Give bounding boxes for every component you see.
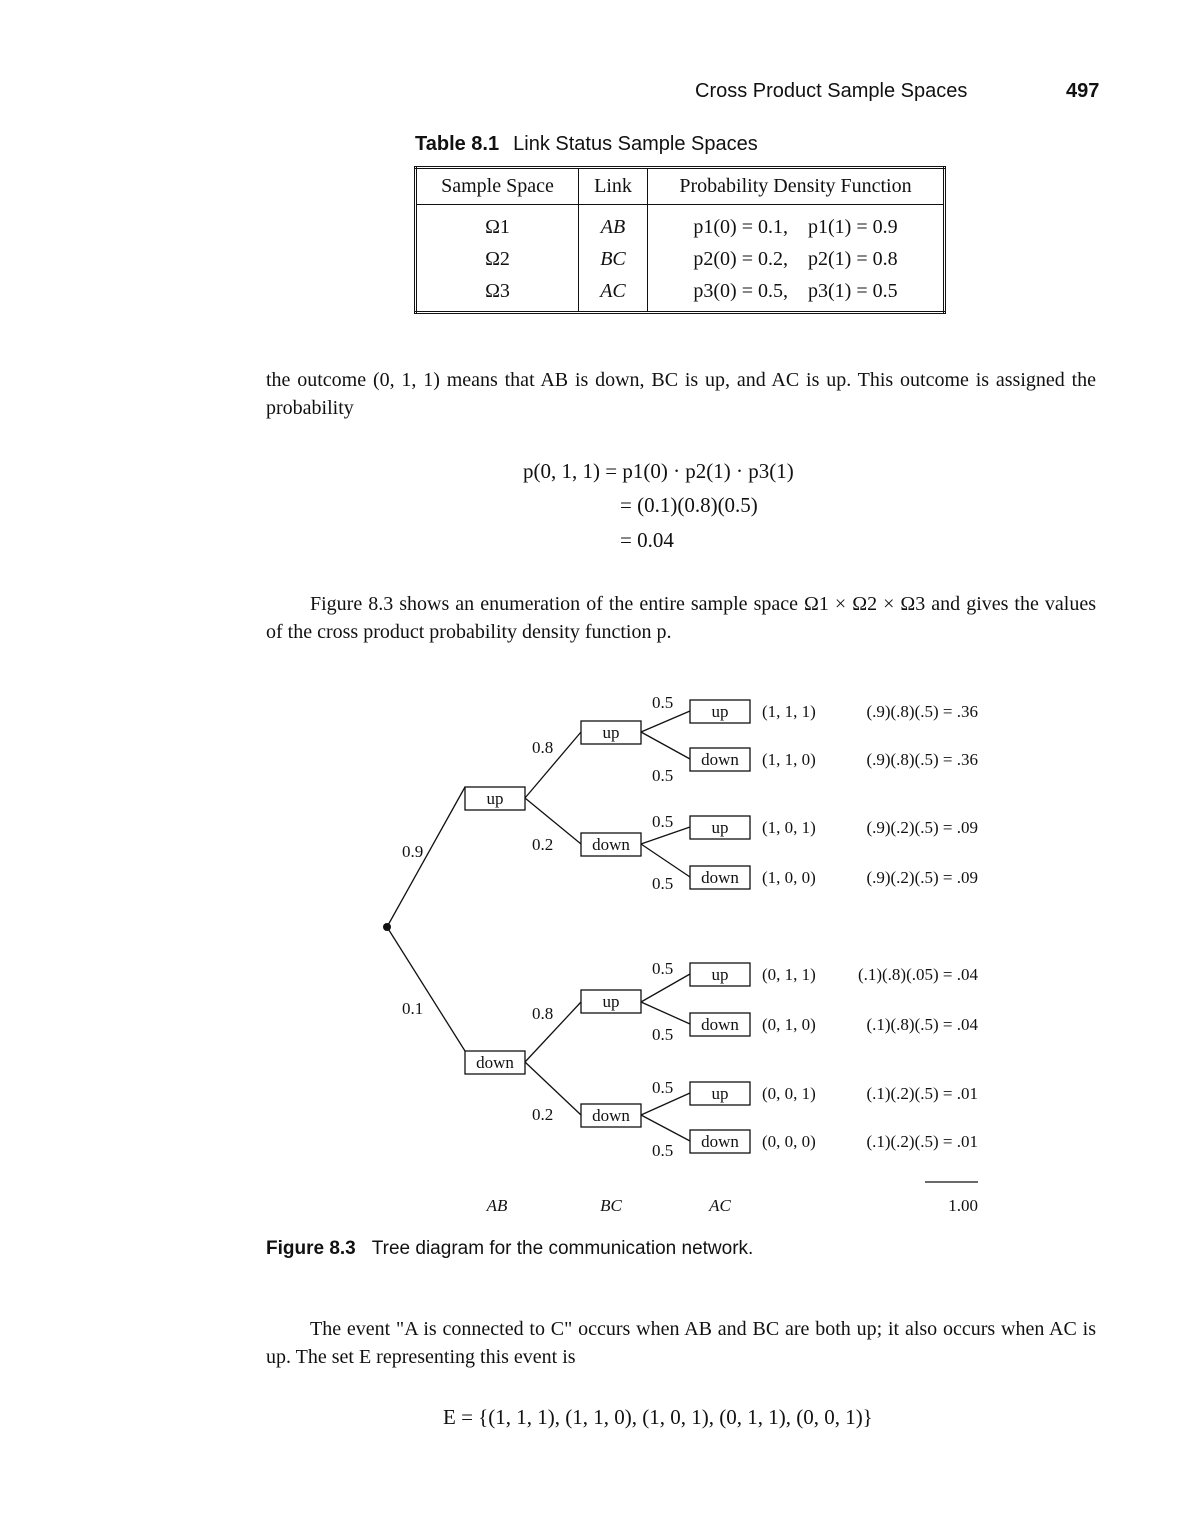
edge-prob: 0.5 [652,1141,674,1160]
probability-value: (.9)(.2)(.5) = .09 [866,818,978,837]
node-label: down [476,1053,514,1072]
leaf-label: down [701,750,739,769]
edge-prob: 0.2 [532,1105,554,1124]
table-cell-pdf1: p3(1) = 0.5 [808,280,898,302]
tree-edge [641,711,690,732]
paragraph: The event "A is connected to C" occurs when AB and BC are both up; it also occurs when AC is up. The set E representing this event is [266,1318,1096,1368]
tree-edge [387,787,465,927]
table-caption [415,133,758,156]
table-row [416,275,945,313]
edge-prob: 0.5 [652,1025,674,1044]
tree-diagram [0,690,1200,1230]
probability-value: (.9)(.2)(.5) = .09 [866,868,978,887]
table-cell-space: Ω2 [416,243,579,275]
table-header-cell: Probability Density Function [648,168,945,205]
tree-edge [641,844,690,877]
leaf-label: down [701,1132,739,1151]
table-title: Link Status Sample Spaces [513,133,758,155]
level-label: AB [486,1196,508,1215]
edge-prob: 0.8 [532,738,554,757]
table-cell-pdf0: p2(0) = 0.2, [693,248,788,270]
edge-prob: 0.5 [652,874,674,893]
probability-value: (.1)(.2)(.5) = .01 [866,1132,978,1151]
table-cell-pdf1: p2(1) = 0.8 [808,248,898,270]
figure-caption-text: Tree diagram for the communication network. [371,1238,754,1259]
table-label: Table 8.1 [415,133,500,155]
table-cell-link: BC [600,248,626,270]
level-label: BC [600,1196,622,1215]
table-header-row [416,168,945,205]
table-row [416,205,945,244]
node-label: up [602,992,620,1011]
total-value: 1.00 [948,1196,978,1215]
tree-edge [641,1002,690,1024]
outcome-tuple: (0, 1, 0) [762,1015,816,1034]
probability-value: (.9)(.8)(.5) = .36 [866,702,978,721]
node-label: up [602,723,620,742]
leaf-label: up [711,965,729,984]
probability-value: (.9)(.8)(.5) = .36 [866,750,978,769]
edge-prob: 0.5 [652,812,674,831]
table-row [416,243,945,275]
table-header-cell: Sample Space [416,168,579,205]
figure-caption [266,1238,753,1260]
table-cell-pdf0: p3(0) = 0.5, [693,280,788,302]
table-cell-pdf0: p1(0) = 0.1, [693,216,788,238]
leaf-label: down [701,1015,739,1034]
tree-edge [641,1115,690,1141]
outcome-tuple: (0, 0, 1) [762,1084,816,1103]
equation-line: = 0.04 [620,528,674,552]
probability-value: (.1)(.2)(.5) = .01 [866,1084,978,1103]
table-header-cell: Link [579,168,648,205]
page-number: 497 [1066,80,1100,102]
leaf-label: down [701,868,739,887]
outcome-tuple: (1, 0, 0) [762,868,816,887]
equation-line: = (0.1)(0.8)(0.5) [620,493,758,517]
link-status-table [414,166,946,314]
outcome-tuple: (1, 0, 1) [762,818,816,837]
table-cell-space: Ω1 [416,205,579,244]
edge-prob: 0.2 [532,835,554,854]
probability-value: (.1)(.8)(.05) = .04 [857,965,978,984]
edge-prob: 0.1 [402,999,424,1018]
outcome-tuple: (1, 1, 1) [762,702,816,721]
table-cell-link: AB [600,216,626,238]
table-cell-space: Ω3 [416,275,579,313]
edge-prob: 0.5 [652,959,674,978]
outcome-tuple: (1, 1, 0) [762,750,816,769]
equation-line: p(0, 1, 1) = p1(0) · p2(1) · p3(1) [523,459,794,483]
tree-edge [387,927,465,1051]
leaf-label: up [711,1084,729,1103]
outcome-tuple: (0, 0, 0) [762,1132,816,1151]
probability-value: (.1)(.8)(.5) = .04 [866,1015,978,1034]
edge-prob: 0.9 [402,842,424,861]
table-cell-link: AC [600,280,626,302]
paragraph: Figure 8.3 shows an enumeration of the entire sample space Ω1 × Ω2 × Ω3 and gives the values of the cross product probability density function p. [266,593,1096,643]
tree-edge [641,974,690,1002]
paragraph: the outcome (0, 1, 1) means that AB is down, BC is up, and AC is up. This outcome is assigned the probability [266,369,1096,419]
node-label: up [486,789,504,808]
node-label: down [592,1106,630,1125]
figure-label: Figure 8.3 [266,1238,356,1259]
set-equation: E = {(1, 1, 1), (1, 1, 0), (1, 0, 1), (0, 1, 1), (0, 0, 1)} [443,1405,873,1429]
root-node [383,923,391,931]
leaf-label: up [711,818,729,837]
tree-edge [641,732,690,759]
table-cell-pdf1: p1(1) = 0.9 [808,216,898,238]
running-head: Cross Product Sample Spaces [695,80,968,102]
level-label: AC [709,1196,731,1215]
outcome-tuple: (0, 1, 1) [762,965,816,984]
leaf-label: up [711,702,729,721]
edge-prob: 0.5 [652,1078,674,1097]
edge-prob: 0.5 [652,693,674,712]
edge-prob: 0.8 [532,1004,554,1023]
edge-prob: 0.5 [652,766,674,785]
node-label: down [592,835,630,854]
